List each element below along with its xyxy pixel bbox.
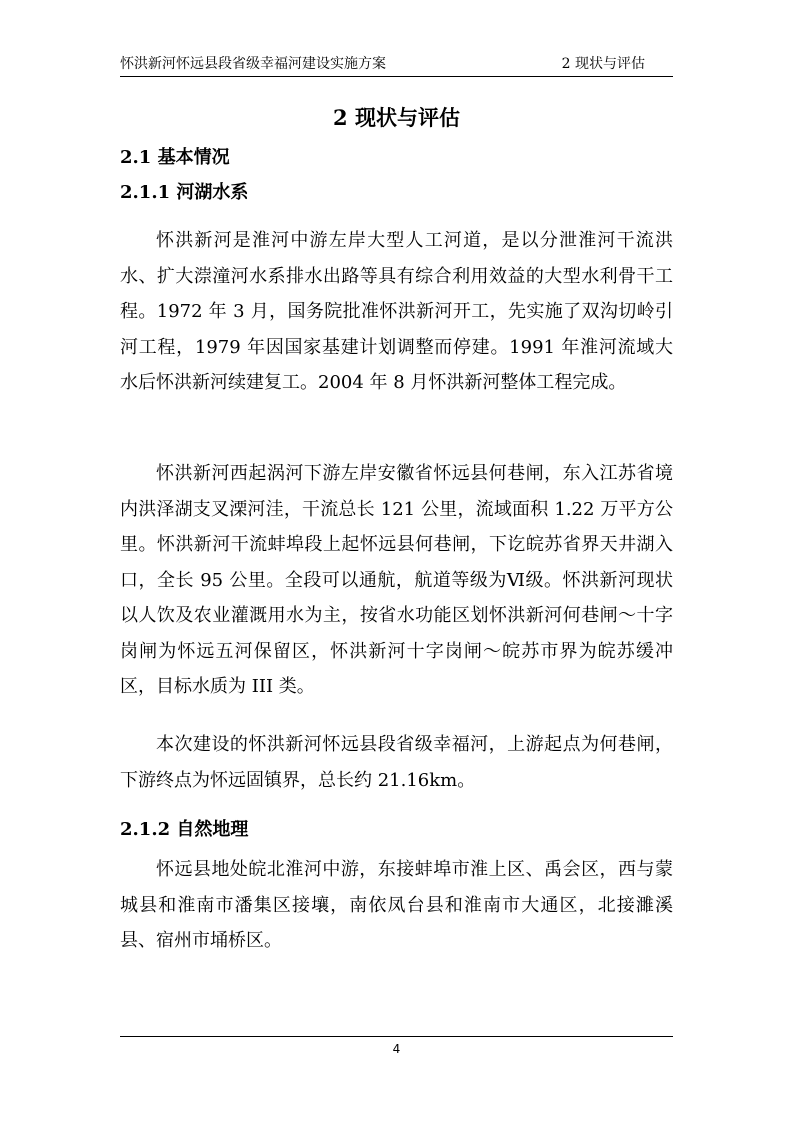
section-heading-2-1: 2.1 基本情况 bbox=[120, 147, 230, 168]
paragraph-project-scope: 本次建设的怀洪新河怀远县段省级幸福河，上游起点为何巷闸，下游终点为怀远固镇界，总长约 21.16km。 bbox=[120, 734, 673, 791]
paragraph-geography: 怀远县地处皖北淮河中游，东接蚌埠市淮上区、禹会区，西与蒙城县和淮南市潘集区接壤，南依凤台县和淮南市大通区，北接濉溪县、宿州市埇桥区。 bbox=[120, 859, 673, 951]
paragraph-river-extent: 怀洪新河西起涡河下游左岸安徽省怀远县何巷闸，东入江苏省境内洪泽湖支叉溧河洼，干流总长 121 公里，流域面积 1.22 万平方公里。怀洪新河干流蚌埠段上起怀远县何巷闸，下讫皖苏省界天井湖入口，全长 95 公里。全段可以通航，航道等级为Ⅵ级。怀洪新河现状以人饮及农业灌溉用水为主，按省水功能区划怀洪新河何巷闸～十字岗闸为怀远五河保留区，怀洪新河十字岗闸～皖苏市界为皖苏缓冲区，目标水质为 III 类。 bbox=[120, 463, 673, 697]
page-header bbox=[120, 52, 673, 77]
section-heading-2-1-1: 2.1.1 河湖水系 bbox=[120, 182, 249, 203]
page-number: 4 bbox=[392, 1042, 401, 1056]
section-heading-2-1-2: 2.1.2 自然地理 bbox=[120, 819, 249, 840]
header-document-title: 怀洪新河怀远县段省级幸福河建设实施方案 bbox=[120, 56, 386, 72]
paragraph-river-overview: 怀洪新河是淮河中游左岸大型人工河道，是以分泄淮河干流洪水、扩大漴潼河水系排水出路等具有综合利用效益的大型水利骨干工程。1972 年 3 月，国务院批准怀洪新河开工，先实施了双沟切岭引河工程，1979 年因国家基建计划调整而停建。1991 年淮河流域大水后怀洪新河续建复工。2004 年 8 月怀洪新河整体工程完成。 bbox=[120, 230, 673, 393]
page-footer bbox=[120, 1036, 673, 1057]
chapter-title: 2 现状与评估 bbox=[333, 105, 460, 130]
header-section-label: 2 现状与评估 bbox=[561, 56, 645, 72]
